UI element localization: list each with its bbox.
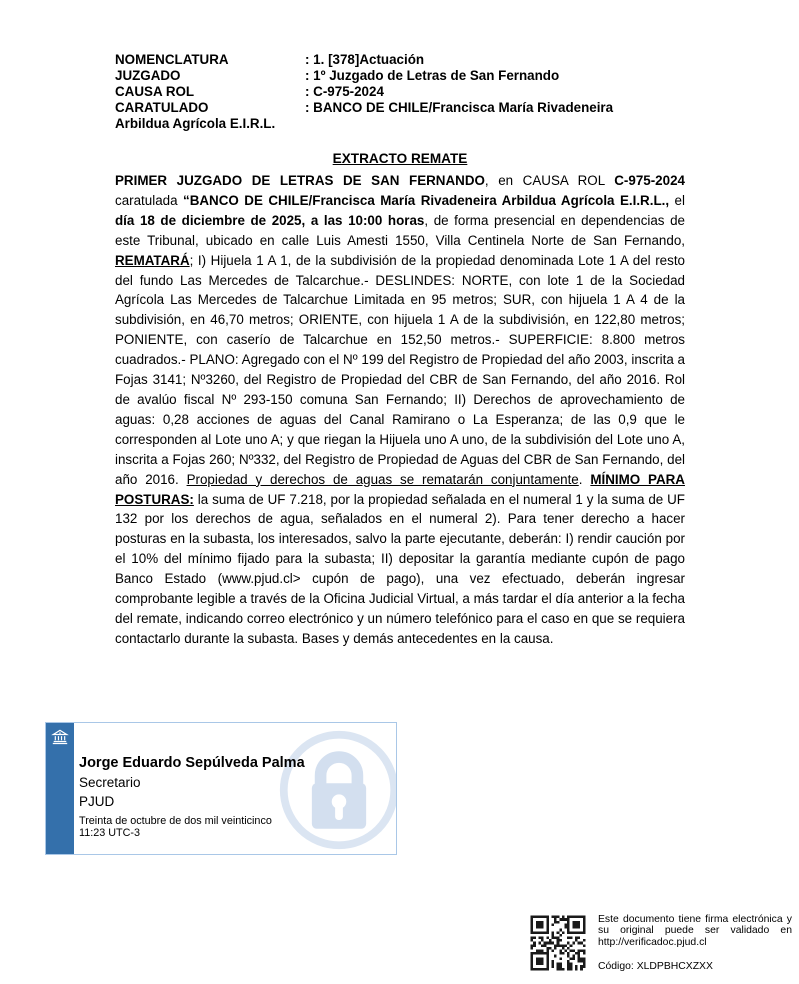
verification-text: Este documento tiene firma electrónica y su original puede ser validado en http://verificadoc.pjud.cl: [598, 914, 792, 948]
extract-body: [115, 171, 685, 649]
caratulado-continuation: Arbildua Agrícola E.I.R.L.: [115, 116, 276, 131]
body-segment: “BANCO DE CHILE/Francisca María Rivadeneira Arbildua Agrícola E.I.R.L.,: [183, 192, 670, 208]
header-row: [115, 68, 695, 84]
header-label: NOMENCLATURA: [115, 52, 229, 67]
header-value: : BANCO DE CHILE/Francisca María Rivadeneira: [305, 100, 614, 115]
body-segment: día 18 de diciembre de 2025, a las 10:00 horas: [115, 212, 425, 228]
qr-code: [528, 913, 588, 973]
body-segment: C-975-2024: [614, 173, 685, 188]
body-segment: ; I) Hijuela 1 A 1, de la subdivisión de la propiedad denominada Lote 1 A del resto del fundo Las Mercedes de Talcarchue.- DESLINDES: NORTE, con lote 1 de la Sociedad Agrícola Las Mercedes de Talcarchue Limitada en 95 metros; SUR, con hijuela 1 A 4 de la subdivisión, en 46,70 metros; ORIENTE, con hijuela 1 A de la subdivisión, en 122,80 metros; PONIENTE, con caserío de Talcarchue en 152,50 metros.- SUPERFICIE: 8.800 metros cuadrados.- PLANO: Agregado con el Nº 199 del Registro de Propiedad del año 2003, inscrita a Fojas 3141; Nº3260, del Registro de Propiedad del CBR de San Fernando, del año 2016. Rol de avalúo fiscal Nº 293-150 comuna San Fernando; II) Derechos de aprovechamiento de aguas: 0,28 acciones de aguas del Canal Ramirano o La Esperanza; de las 0,9 que le corresponden al Lote uno A; y que riegan la Hijuela uno A uno, de la subdivisión del Lote uno A, inscrita a Fojas 260; Nº332, del Registro de Propiedad de Aguas del CBR de San Fernando, del año 2016.: [115, 252, 685, 487]
header-label: CARATULADO: [115, 100, 209, 115]
body-segment: REMATARÁ: [115, 252, 190, 268]
header-row: [115, 84, 695, 100]
case-header: [115, 52, 695, 132]
header-value: : 1º Juzgado de Letras de San Fernando: [305, 68, 560, 83]
body-segment: caratulada: [115, 192, 184, 208]
header-label: CAUSA ROL: [115, 84, 195, 99]
case-header-rows: [115, 52, 695, 116]
body-segment: , en CAUSA ROL: [484, 173, 615, 188]
signature-content: [79, 753, 305, 839]
document-title: [115, 151, 685, 166]
body-segment: PRIMER JUZGADO DE LETRAS DE SAN FERNANDO: [115, 173, 485, 188]
body-segment: el: [669, 192, 685, 208]
body-segment: , de forma presencial en dependencias de este Tribunal, ubicado en calle Luis Amesti 1550, Villa Centinela Norte de San Fernando,: [115, 212, 685, 248]
document-title-text: EXTRACTO REMATE: [332, 151, 468, 166]
header-value: : C-975-2024: [305, 84, 384, 99]
courthouse-icon: [51, 728, 69, 746]
header-row: [115, 100, 695, 116]
body-segment: Propiedad y derechos de aguas se rematarán conjuntamente: [186, 471, 579, 487]
header-value: : 1. [378]Actuación: [305, 52, 425, 67]
signature-date: Treinta de octubre de dos mil veinticinco: [79, 815, 272, 827]
signer-organization: PJUD: [79, 794, 115, 809]
verification-code: Código: XLDPBHCXZXX: [598, 960, 713, 972]
header-label: JUZGADO: [115, 68, 181, 83]
body-segment: MÍNIMO PARA POSTURAS:: [115, 471, 685, 507]
signature-time: 11:23 UTC-3: [79, 827, 141, 839]
signature-box: [45, 722, 397, 855]
body-segment: la suma de UF 7.218, por la propiedad señalada en el numeral 1 y la suma de UF 132 por los derechos de agua, señalados en el numeral 2). Para tener derecho a hacer posturas en la subasta, los interesados, salvo la parte ejecutante, deberán: I) rendir caución por el 10% del mínimo fijado para la subasta; II) depositar la garantía mediante cupón de pago Banco Estado (www.pjud.cl> cupón de pago), una vez efectuado, deberán ingresar comprobante legible a través de la Oficina Judicial Virtual, a más tardar el día anterior a la fecha del remate, indicando correo electrónico y un número telefónico para el caso en que se requiera contactarlo durante la subasta. Bases y demás antecedentes en la causa.: [115, 491, 685, 646]
body-segment: .: [578, 471, 591, 487]
signature-sidebar: [46, 723, 74, 854]
signer-role: Secretario: [79, 775, 141, 790]
verification-footer: [598, 914, 792, 972]
signer-name: Jorge Eduardo Sepúlveda Palma: [79, 755, 305, 771]
header-row: [115, 52, 695, 68]
